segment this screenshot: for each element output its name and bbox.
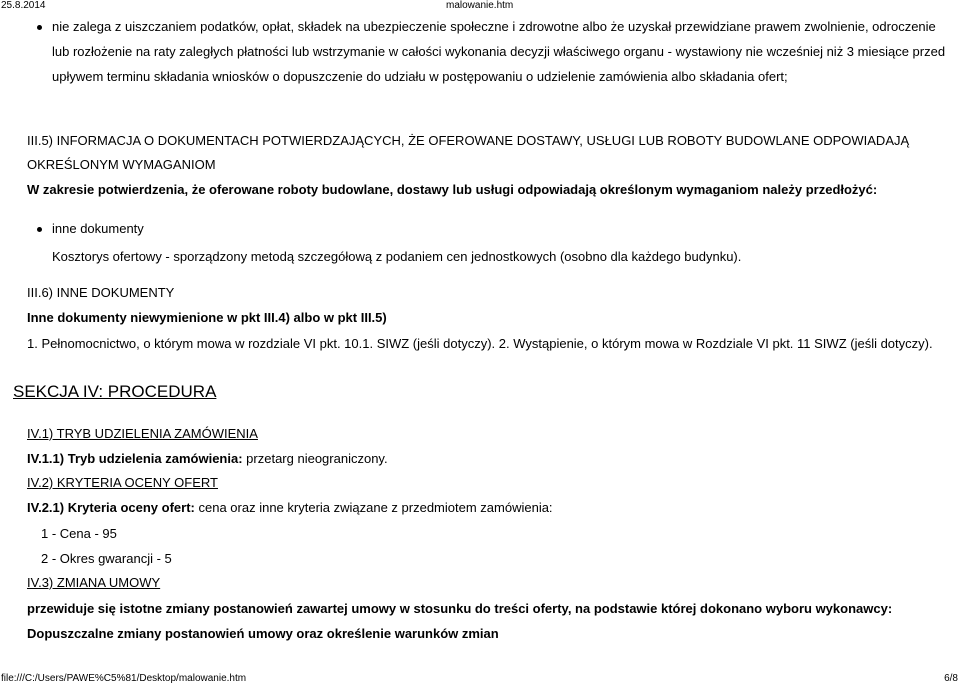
iv11-line: [27, 451, 388, 467]
section-iii5-heading-line1: III.5) INFORMACJA O DOKUMENTACH POTWIERDZAJĄCYCH, ŻE OFEROWANE DOSTAWY, USŁUGI LUB ROBOTY BUDOWLANE ODPOWIADAJĄ: [27, 133, 910, 148]
exclusion-line-3: upływem terminu składania wniosków o dopuszczenie do udziału w postępowaniu o udzielenie zamówienia albo składania ofert;: [52, 69, 788, 84]
iv2-heading: IV.2) KRYTERIA OCENY OFERT: [27, 475, 218, 490]
iv3-heading: IV.3) ZMIANA UMOWY: [27, 575, 161, 590]
exclusion-line-1: nie zalega z uiszczaniem podatków, opłat, składek na ubezpieczenie społeczne i zdrowotne albo że uzyskał przewidziane prawem zwolnienie, odroczenie: [52, 19, 936, 34]
section-iii5-heading-line2: OKREŚLONYM WYMAGANIOM: [27, 157, 216, 172]
section-iii6-heading: III.6) INNE DOKUMENTY: [27, 285, 175, 300]
iv3-sub: Dopuszczalne zmiany postanowień umowy oraz określenie warunków zmian: [27, 626, 499, 641]
header-title: malowanie.htm: [446, 0, 514, 11]
iv1-heading: IV.1) TRYB UDZIELENIA ZAMÓWIENIA: [27, 426, 258, 441]
section-iii5-bullet: inne dokumenty: [52, 221, 144, 236]
section-iii6-text: 1. Pełnomocnictwo, o którym mowa w rozdziale VI pkt. 10.1. SIWZ (jeśli dotyczy). 2. Wystąpienie, o którym mowa w Rozdziale VI pkt. 11 SIWZ (jeśli dotyczy).: [27, 336, 933, 351]
section-iii5-intro: W zakresie potwierdzenia, że oferowane roboty budowlane, dostawy lub usługi odpowiadają określonym wymaganiom należy przedłożyć:: [27, 182, 878, 197]
footer-path: file:///C:/Users/PAWE%C5%81/Desktop/malowanie.htm: [1, 673, 247, 684]
exclusion-line-2: lub rozłożenie na raty zaległych płatności lub wstrzymanie w całości wykonania decyzji właściwego organu - wystawiony nie wcześniej niż 3 miesiące przed: [52, 44, 946, 59]
criterion-2: 2 - Okres gwarancji - 5: [41, 551, 172, 566]
iv11-value: przetarg nieograniczony.: [246, 451, 388, 466]
section-iii6-subheading: Inne dokumenty niewymienione w pkt III.4) albo w pkt III.5): [27, 310, 387, 325]
iv21-label: IV.2.1) Kryteria oceny ofert:: [27, 500, 195, 515]
iv21-line: [27, 500, 553, 516]
iv3-text: przewiduje się istotne zmiany postanowień zawartej umowy w stosunku do treści oferty, na podstawie której dokonano wyboru wykonawcy:: [27, 601, 893, 616]
section-iii5-detail: Kosztorys ofertowy - sporządzony metodą szczegółową z podaniem cen jednostkowych (osobno dla każdego budynku).: [52, 249, 742, 264]
bullet-inne-dokumenty-icon: [37, 227, 42, 232]
header-date: 25.8.2014: [1, 0, 46, 11]
section-iv-title: SEKCJA IV: PROCEDURA: [13, 382, 217, 401]
iv11-label: IV.1.1) Tryb udzielenia zamówienia:: [27, 451, 243, 466]
iv21-value: cena oraz inne kryteria związane z przedmiotem zamówienia:: [198, 500, 553, 515]
criterion-1: 1 - Cena - 95: [41, 526, 117, 541]
bullet-exclusion-icon: [37, 25, 42, 30]
footer-page-number: 6/8: [944, 673, 958, 684]
